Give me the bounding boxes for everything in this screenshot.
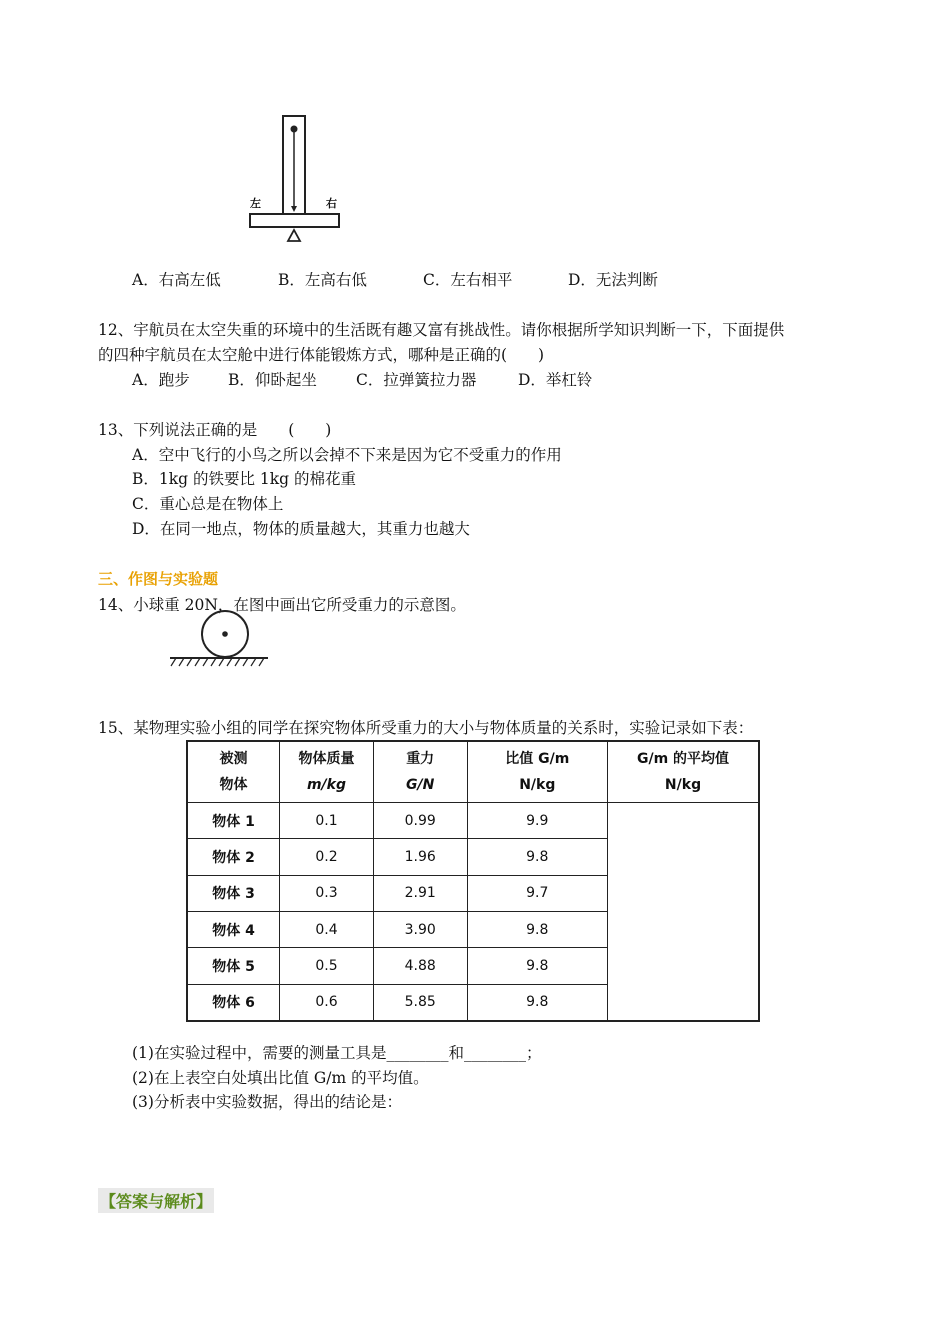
q15-stem: 15、某物理实验小组的同学在探究物体所受重力的大小与物体质量的关系时，实验记录如下表： (98, 719, 754, 737)
cell-object: 物体 1 (187, 803, 280, 839)
cell-mass: 0.5 (280, 948, 374, 984)
cell-weight: 4.88 (373, 948, 467, 984)
balance-figure (240, 110, 360, 245)
q13-option-c: C．重心总是在物体上 (132, 495, 284, 513)
cell-ratio: 9.8 (467, 839, 607, 875)
q13-stem: 13、下列说法正确的是 ( ) (98, 421, 332, 439)
section-title: 三、作图与实验题 (98, 570, 219, 588)
cell-mass: 0.4 (280, 911, 374, 947)
cell-weight: 3.90 (373, 911, 467, 947)
cell-ratio: 9.8 (467, 948, 607, 984)
figure-left-label: 左 (250, 197, 261, 210)
cell-object: 物体 4 (187, 911, 280, 947)
cell-object: 物体 5 (187, 948, 280, 984)
q15-sub3: (3)分析表中实验数据，得出的结论是： (132, 1093, 402, 1111)
q12-option-c: C．拉弹簧拉力器 (356, 371, 477, 389)
q12-option-b: B．仰卧起坐 (228, 371, 317, 389)
cell-weight: 5.85 (373, 984, 467, 1021)
cell-ratio: 9.8 (467, 984, 607, 1021)
q11-option-d: D．无法判断 (568, 271, 658, 289)
header-weight: 重力 G/N (373, 741, 467, 803)
cell-object: 物体 2 (187, 839, 280, 875)
cell-weight: 2.91 (373, 875, 467, 911)
ball-on-ground-figure (168, 610, 273, 670)
header-mass: 物体质量 m/kg (280, 741, 374, 803)
figure-right-label: 右 (326, 197, 337, 210)
cell-weight: 0.99 (373, 803, 467, 839)
q11-option-a: A．右高左低 (132, 271, 221, 289)
cell-mass: 0.2 (280, 839, 374, 875)
header-ratio: 比值 G/m N/kg (467, 741, 607, 803)
q13-option-b: B．1kg 的铁要比 1kg 的棉花重 (132, 470, 357, 488)
q15-sub2: (2)在上表空白处填出比值 G/m 的平均值。 (132, 1069, 429, 1087)
q14-stem: 14、小球重 20N，在图中画出它所受重力的示意图。 (98, 596, 466, 614)
table-row (187, 803, 759, 839)
answer-heading: 【答案与解析】 (98, 1188, 214, 1213)
q12-option-a: A．跑步 (132, 371, 190, 389)
q13-option-a: A．空中飞行的小鸟之所以会掉不下来是因为它不受重力的作用 (132, 446, 562, 464)
cell-object: 物体 6 (187, 984, 280, 1021)
table-header-row (187, 741, 759, 803)
data-table (186, 740, 760, 1022)
average-blank-cell[interactable] (608, 803, 759, 1022)
q15-sub1: (1)在实验过程中，需要的测量工具是________和________； (132, 1044, 542, 1062)
cell-ratio: 9.9 (467, 803, 607, 839)
q12-option-d: D．举杠铃 (518, 371, 593, 389)
q11-option-c: C．左右相平 (423, 271, 513, 289)
cell-mass: 0.1 (280, 803, 374, 839)
header-object: 被测 物体 (187, 741, 280, 803)
cell-ratio: 9.7 (467, 875, 607, 911)
q11-option-b: B．左高右低 (278, 271, 367, 289)
q12-stem-line2: 的四种宇航员在太空舱中进行体能锻炼方式，哪种是正确的( ) (98, 346, 545, 364)
cell-ratio: 9.8 (467, 911, 607, 947)
cell-mass: 0.3 (280, 875, 374, 911)
header-average: G/m 的平均值 N/kg (608, 741, 759, 803)
q13-option-d: D．在同一地点，物体的质量越大，其重力也越大 (132, 520, 470, 538)
cell-object: 物体 3 (187, 875, 280, 911)
cell-mass: 0.6 (280, 984, 374, 1021)
cell-weight: 1.96 (373, 839, 467, 875)
q12-stem-line1: 12、宇航员在太空失重的环境中的生活既有趣又富有挑战性。请你根据所学知识判断一下，下面提供 (98, 321, 785, 339)
